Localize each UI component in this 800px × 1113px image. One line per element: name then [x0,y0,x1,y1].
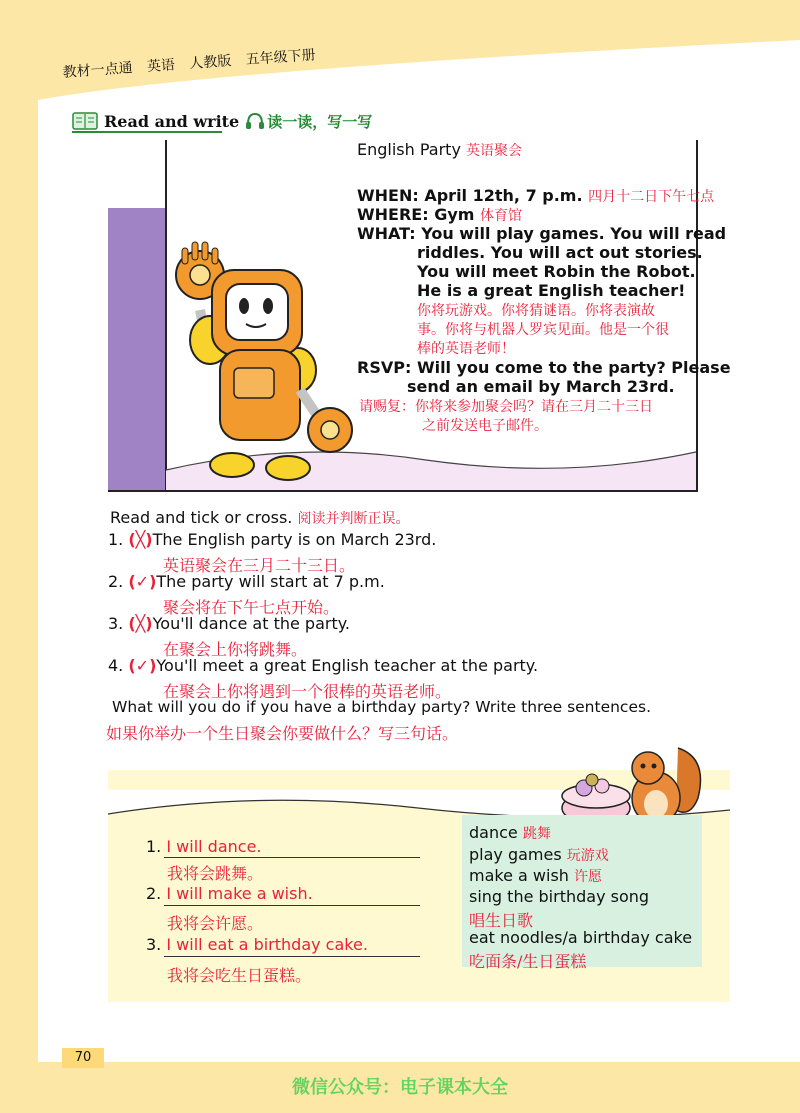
what-line-4: He is a great English teacher! [417,281,686,300]
answer-line-1 [164,857,420,858]
item-number: 3. [108,614,124,633]
where-cn: 体育馆 [480,208,523,224]
when-label: WHEN: [357,186,419,205]
word-bank-item-4-cn: 唱生日歌 [469,911,534,930]
when-cn: 四月十二日下午七点 [588,189,715,205]
where-row [357,205,522,226]
what-cn-3: 棒的英语老师！ [417,341,515,357]
exercise1-item-1 [108,530,436,549]
item-text: You'll dance at the party. [152,614,350,633]
what-line-1: You will play games. You will read [421,224,727,243]
answer-cn-2: 我将会许愿。 [167,914,264,933]
book-name: 教材一点通 [62,60,134,81]
word-bank-item-5-cn: 吃面条/生日蛋糕 [469,952,587,971]
section-underline [72,131,222,133]
item-text: The English party is on March 23rd. [152,530,437,549]
what-cn-1: 你将玩游戏。你将猜谜语。你将表演故 [417,303,655,319]
what-row [357,224,726,243]
left-decorative-band [0,0,38,1113]
answer-text: I will dance. [166,837,262,856]
edition-name: 人教版 [188,53,232,73]
exercise1-item-1-cn: 英语聚会在三月二十三日。 [163,556,356,575]
exercise1-instruction-cn: 阅读并判断正误。 [297,511,410,527]
exercise1-item-4-cn: 在聚会上你将遇到一个很棒的英语老师。 [163,682,452,701]
item-number: 2. [108,572,124,591]
top-decorative-curve [0,0,800,110]
answer-cn-3: 我将会吃生日蛋糕。 [167,966,312,985]
word-cn: 玩游戏 [566,848,609,864]
page-number: 70 [62,1048,104,1068]
answer-number: 1. [146,837,162,856]
exercise1-item-2 [108,572,385,591]
word-bank-item-4-en: sing the birthday song [469,887,650,906]
word-en: dance [469,823,518,842]
robot-illustration [170,240,360,490]
section-title: Read and write [104,111,240,131]
word-cn: 许愿 [574,869,603,885]
rsvp-cn-2: 之前发送电子邮件。 [422,418,548,434]
card-border-bottom [108,490,698,492]
word-bank-item-2 [469,845,609,865]
exercise2-instruction: What will you do if you have a birthday party? Write three sentences. [112,698,651,716]
cross-mark: (╳) [128,614,153,633]
what-line-3: You will meet Robin the Robot. [417,262,696,281]
rsvp-row [357,358,731,377]
word-cn: 跳舞 [522,826,551,842]
when-row [357,186,714,207]
where-label: WHERE: [357,205,429,224]
rsvp-line-1: Will you come to the party? Please [416,358,731,377]
rsvp-cn-1: 请赐复：你将来参加聚会吗？请在三月二十三日 [359,399,653,415]
word-bank-item-3 [469,866,602,886]
answer-number: 2. [146,884,162,903]
answer-text: I will make a wish. [166,884,313,903]
tick-mark: (✓) [128,656,157,675]
watermark-text: 微信公众号：电子课本大全 [292,1077,508,1098]
item-number: 4. [108,656,124,675]
rsvp-label: RSVP: [357,358,412,377]
what-label: WHAT: [357,224,416,243]
where-value: Gym [434,205,475,224]
item-text: The party will start at 7 p.m. [156,572,385,591]
grade-name: 五年级下册 [245,47,317,69]
answer-number: 3. [146,935,162,954]
answer-text: I will eat a birthday cake. [166,935,368,954]
word-en: play games [469,845,562,864]
cross-mark: (╳) [128,530,153,549]
invitation-title: English Party [357,140,461,159]
answer-row-3 [146,935,368,954]
exercise1-item-3-cn: 在聚会上你将跳舞。 [163,640,308,659]
answer-line-2 [164,905,420,906]
rsvp-line-2: send an email by March 23rd. [407,377,675,396]
word-bank-item-1 [469,823,551,843]
card-purple-strip [108,208,166,491]
exercise1-item-4 [108,656,538,675]
answer-line-3 [164,956,420,957]
tick-mark: (✓) [128,572,157,591]
invitation-title-cn: 英语聚会 [466,143,523,159]
headphone-icon [245,112,265,130]
answer-row-2 [146,884,313,903]
word-bank-item-5-en: eat noodles/a birthday cake [469,928,693,947]
answer-row-1 [146,837,262,856]
word-en: make a wish [469,866,569,885]
book-icon [72,112,98,130]
exercise1-instruction: Read and tick or cross. [110,508,293,527]
exercise1-item-3 [108,614,350,633]
invitation-title-row [357,140,522,161]
what-cn-2: 事。你将与机器人罗宾见面。他是一个很 [417,322,669,338]
answer-cn-1: 我将会跳舞。 [167,864,264,883]
exercise2-instruction-cn: 如果你举办一个生日聚会你要做什么？写三句话。 [106,724,459,743]
exercise1-item-2-cn: 聚会将在下午七点开始。 [163,598,340,617]
what-line-2: riddles. You will act out stories. [417,243,703,262]
subject-name: 英语 [146,57,176,76]
item-number: 1. [108,530,124,549]
item-text: You'll meet a great English teacher at the party. [156,656,539,675]
exercise1-instruction-row [110,508,409,528]
section-title-cn: 读一读，写一写 [267,112,373,131]
when-value: April 12th, 7 p.m. [424,186,583,205]
